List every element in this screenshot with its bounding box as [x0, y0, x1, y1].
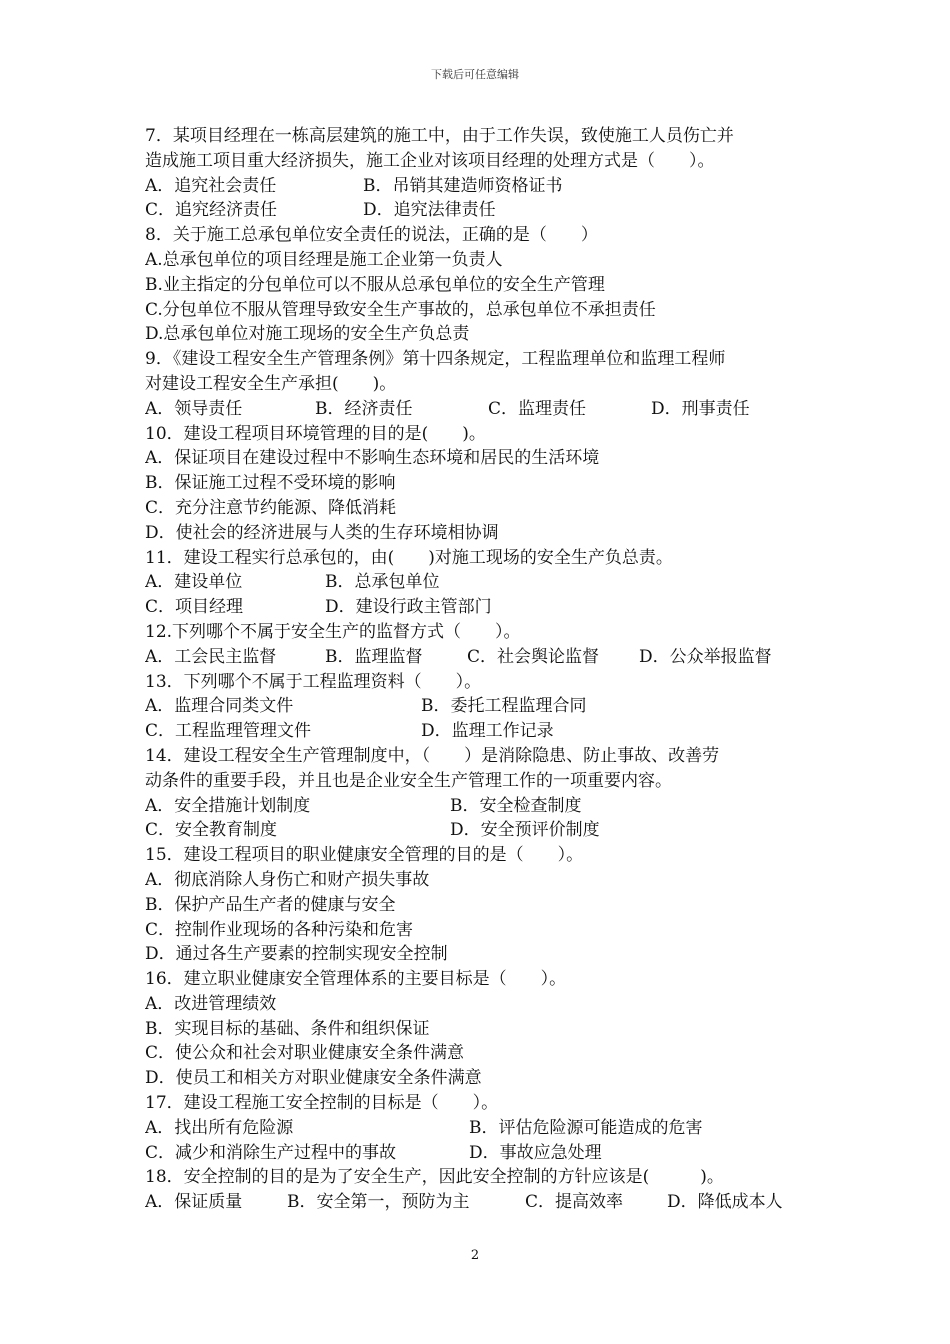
text-line: 17．建设工程施工安全控制的目标是（ ）。 [145, 1093, 499, 1114]
text-line: 15．建设工程项目的职业健康安全管理的目的是（ ）。 [145, 845, 584, 866]
option: D．刑事责任 [651, 398, 750, 419]
option-row [145, 694, 815, 719]
text-line: C.分包单位不服从管理导致安全生产事故的，总承包单位不承担责任 [145, 299, 656, 320]
option-row [145, 818, 815, 843]
option: C．工程监理管理文件 [145, 721, 312, 742]
text-line: 9．《建设工程安全生产管理条例》第十四条规定，工程监理单位和监理工程师 [145, 349, 726, 370]
text-line: A．彻底消除人身伤亡和财产损失事故 [145, 869, 430, 890]
option: B．总承包单位 [325, 572, 440, 593]
option: C．项目经理 [145, 597, 244, 618]
text-line: 12.下列哪个不属于安全生产的监督方式（ ）。 [145, 621, 521, 642]
option: B．安全检查制度 [450, 795, 582, 816]
option-row [145, 397, 815, 422]
option: A．领导责任 [145, 398, 243, 419]
option: D．公众举报监督 [639, 646, 772, 667]
text-line: A.总承包单位的项目经理是施工企业第一负责人 [145, 249, 503, 270]
text-line: C．控制作业现场的各种污染和危害 [145, 919, 414, 940]
option: C．减少和消除生产过程中的事故 [145, 1142, 397, 1163]
text-line: D．通过各生产要素的控制实现安全控制 [145, 944, 448, 965]
text-line: 11．建设工程实行总承包的，由( )对施工现场的安全生产负总责。 [145, 547, 673, 568]
text-line: 对建设工程安全生产承担( )。 [145, 373, 397, 394]
text-line: C．充分注意节约能源、降低消耗 [145, 497, 397, 518]
option-row [145, 174, 815, 199]
option: B．吊销其建造师资格证书 [363, 175, 563, 196]
option-row [145, 1116, 815, 1141]
text-line: 18．安全控制的目的是为了安全生产，因此安全控制的方针应该是( )。 [145, 1167, 724, 1188]
text-line: 14．建设工程安全生产管理制度中，（ ）是消除隐患、防止事故、改善劳 [145, 745, 720, 766]
page-number: 2 [470, 1248, 480, 1263]
text-line: D．使员工和相关方对职业健康安全条件满意 [145, 1068, 482, 1089]
option: D．降低成本人 [667, 1192, 783, 1213]
text-line: D．使社会的经济进展与人类的生存环境相协调 [145, 522, 499, 543]
option-row [145, 719, 815, 744]
text-line: B．保证施工过程不受环境的影响 [145, 473, 396, 494]
text-line: C．使公众和社会对职业健康安全条件满意 [145, 1043, 465, 1064]
option: D．监理工作记录 [421, 721, 554, 742]
option: A．工会民主监督 [145, 646, 277, 667]
option-row [145, 1141, 815, 1166]
text-line: B．实现目标的基础、条件和组织保证 [145, 1018, 430, 1039]
option: C．追究经济责任 [145, 200, 278, 221]
option: B．评估危险源可能造成的危害 [469, 1117, 703, 1138]
option: B．监理监督 [325, 646, 423, 667]
option: B．委托工程监理合同 [421, 696, 587, 717]
option: D．安全预评价制度 [450, 820, 600, 841]
option: A．保证质量 [145, 1192, 243, 1213]
option: D．事故应急处理 [469, 1142, 602, 1163]
option-row [145, 794, 815, 819]
option: A．找出所有危险源 [145, 1117, 294, 1138]
option: A．追究社会责任 [145, 175, 277, 196]
text-line: 7．某项目经理在一栋高层建筑的施工中，由于工作失误，致使施工人员伤亡并 [145, 126, 734, 146]
text-line: A．保证项目在建设过程中不影响生态环境和居民的生活环境 [145, 448, 600, 469]
question-content [145, 124, 815, 1215]
option-row [145, 595, 815, 620]
option: D．建设行政主管部门 [325, 597, 492, 618]
text-line: 8．关于施工总承包单位安全责任的说法，正确的是（ ） [145, 225, 598, 246]
text-line: 13．下列哪个不属于工程监理资料（ ）。 [145, 671, 482, 692]
option: B．安全第一，预防为主 [287, 1192, 470, 1213]
option: C．安全教育制度 [145, 820, 278, 841]
option: A．监理合同类文件 [145, 696, 294, 717]
text-line: 16．建立职业健康安全管理体系的主要目标是（ ）。 [145, 969, 567, 990]
option-row [145, 1190, 815, 1215]
text-line: B.业主指定的分包单位可以不服从总承包单位的安全生产管理 [145, 274, 605, 295]
option: A．安全措施计划制度 [145, 795, 311, 816]
option: D．追究法律责任 [363, 200, 496, 221]
page-header: 下载后可任意编辑 [431, 68, 519, 81]
text-line: 10．建设工程项目环境管理的目的是( )。 [145, 423, 486, 444]
text-line: D.总承包单位对施工现场的安全生产负总责 [145, 324, 470, 345]
option: C．社会舆论监督 [467, 646, 600, 667]
option-row [145, 570, 815, 595]
option-row [145, 645, 815, 670]
text-line: 动条件的重要手段，并且也是企业安全生产管理工作的一项重要内容。 [145, 770, 672, 791]
option: C．提高效率 [525, 1192, 624, 1213]
option: A．建设单位 [145, 572, 243, 593]
text-line: B．保护产品生产者的健康与安全 [145, 894, 396, 915]
option: C．监理责任 [488, 398, 587, 419]
text-line: A．改进管理绩效 [145, 993, 277, 1014]
option-row [145, 198, 815, 223]
option: B．经济责任 [315, 398, 413, 419]
text-line: 造成施工项目重大经济损失，施工企业对该项目经理的处理方式是（ ）。 [145, 150, 715, 171]
